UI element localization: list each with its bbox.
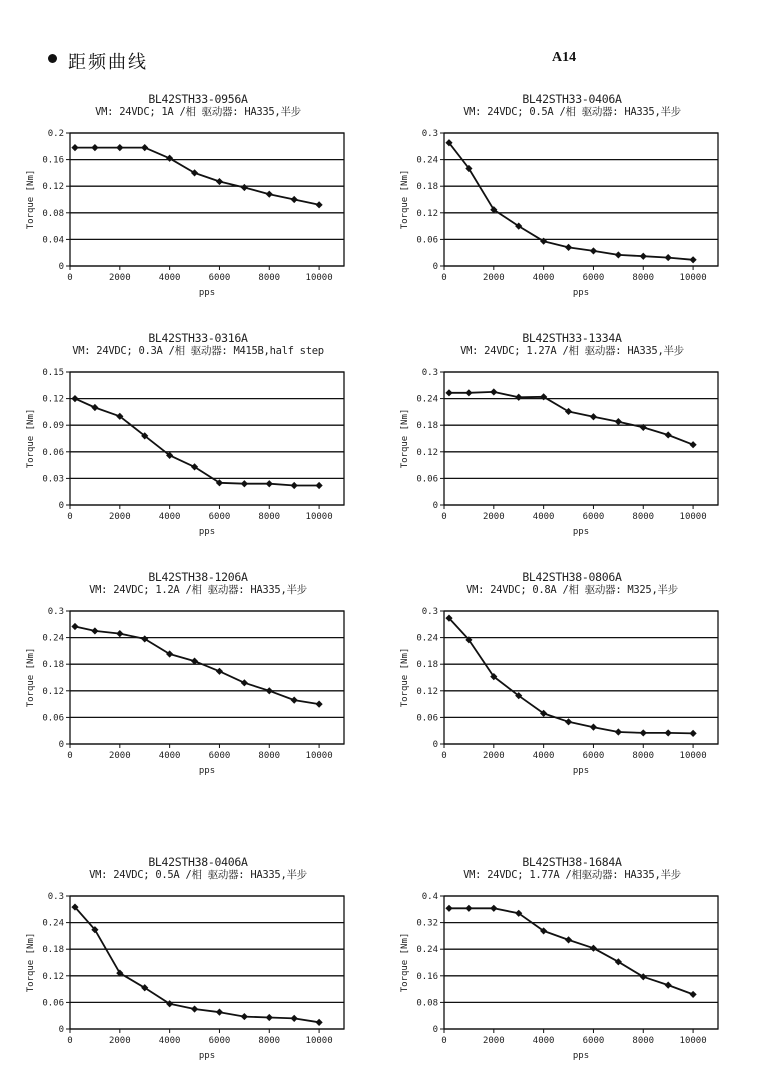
data-point-marker	[590, 413, 597, 420]
x-tick-label: 8000	[632, 273, 655, 284]
torque-chart	[24, 855, 372, 1062]
x-tick-label: 8000	[632, 751, 655, 762]
chart-title: BL42STH38-1206A	[148, 570, 248, 585]
y-tick-label: 0.3	[47, 892, 64, 903]
x-tick-label: 2000	[108, 1036, 131, 1047]
y-tick-label: 0.24	[416, 394, 438, 405]
x-tick-label: 6000	[208, 1036, 231, 1047]
y-tick-label: 0.24	[42, 918, 64, 929]
x-tick-label: 10000	[305, 512, 333, 523]
chart-subtitle: VM: 24VDC; 0.5A /相 驱动器: HA335,半步	[463, 106, 681, 119]
x-tick-label: 6000	[582, 751, 605, 762]
y-tick-label: 0.18	[416, 182, 438, 193]
page-number: A14	[552, 50, 577, 65]
x-tick-label: 2000	[108, 751, 131, 762]
y-tick-label: 0.12	[416, 208, 438, 219]
x-tick-label: 0	[441, 751, 447, 762]
data-point-marker	[216, 178, 223, 185]
y-tick-label: 0.15	[42, 368, 64, 379]
data-point-marker	[565, 244, 572, 251]
chart-title: BL42STH38-1684A	[522, 855, 622, 870]
data-point-marker	[191, 169, 198, 176]
data-point-marker	[241, 679, 248, 686]
x-tick-label: 8000	[258, 273, 281, 284]
data-point-marker	[91, 144, 98, 151]
y-tick-label: 0.18	[416, 660, 438, 671]
x-tick-label: 8000	[258, 751, 281, 762]
data-series-line	[449, 143, 693, 260]
y-tick-label: 0.04	[42, 235, 64, 246]
x-tick-label: 6000	[208, 751, 231, 762]
x-axis-label: pps	[198, 527, 216, 538]
torque-chart	[398, 331, 746, 538]
x-tick-label: 6000	[582, 273, 605, 284]
x-tick-label: 10000	[679, 273, 707, 284]
x-tick-label: 8000	[632, 512, 655, 523]
y-tick-label: 0.24	[416, 945, 438, 956]
chart-plot	[398, 601, 746, 777]
chart-plot	[24, 601, 372, 777]
data-point-marker	[590, 945, 597, 952]
x-tick-label: 4000	[532, 512, 555, 523]
data-point-marker	[315, 701, 322, 708]
chart-subtitle: VM: 24VDC; 0.5A /相 驱动器: HA335,半步	[89, 869, 307, 882]
x-tick-label: 10000	[679, 512, 707, 523]
chart-plot	[24, 362, 372, 538]
data-point-marker	[71, 623, 78, 630]
x-tick-label: 8000	[258, 1036, 281, 1047]
x-tick-label: 2000	[482, 273, 505, 284]
y-tick-label: 0.18	[42, 945, 64, 956]
y-tick-label: 0.24	[42, 633, 64, 644]
chart-canvas	[398, 886, 734, 1062]
x-tick-label: 10000	[679, 1036, 707, 1047]
chart-subtitle: VM: 24VDC; 1.2A /相 驱动器: HA335,半步	[89, 584, 307, 597]
data-point-marker	[91, 627, 98, 634]
x-tick-label: 6000	[582, 1036, 605, 1047]
data-point-marker	[640, 253, 647, 260]
x-tick-label: 6000	[582, 512, 605, 523]
torque-chart	[24, 331, 372, 538]
data-point-marker	[116, 630, 123, 637]
x-tick-label: 2000	[482, 1036, 505, 1047]
x-tick-label: 4000	[532, 751, 555, 762]
data-point-marker	[445, 905, 452, 912]
data-series-line	[449, 908, 693, 994]
y-axis-label: Torque [Nm]	[400, 647, 410, 708]
x-tick-label: 2000	[482, 751, 505, 762]
x-tick-label: 0	[441, 273, 447, 284]
data-point-marker	[565, 718, 572, 725]
y-tick-label: 0	[432, 262, 438, 273]
data-point-marker	[689, 991, 696, 998]
data-point-marker	[71, 144, 78, 151]
x-tick-label: 4000	[158, 512, 181, 523]
data-point-marker	[191, 1006, 198, 1013]
y-tick-label: 0.16	[416, 971, 438, 982]
x-tick-label: 10000	[305, 273, 333, 284]
y-tick-label: 0.4	[421, 892, 438, 903]
x-tick-label: 2000	[108, 512, 131, 523]
chart-canvas	[398, 601, 734, 777]
charts-grid	[24, 92, 746, 1062]
data-point-marker	[490, 388, 497, 395]
y-tick-label: 0	[58, 740, 64, 751]
x-axis-label: pps	[572, 1051, 590, 1062]
data-series-line	[75, 399, 319, 486]
data-series-line	[449, 392, 693, 445]
y-tick-label: 0.08	[416, 998, 438, 1009]
y-tick-label: 0.06	[416, 713, 438, 724]
y-axis-label: Torque [Nm]	[400, 169, 410, 230]
y-axis-label: Torque [Nm]	[26, 169, 36, 230]
torque-chart	[398, 570, 746, 777]
chart-canvas	[24, 362, 360, 538]
data-point-marker	[445, 389, 452, 396]
data-point-marker	[71, 395, 78, 402]
page-title	[46, 48, 148, 74]
y-tick-label: 0.08	[42, 208, 64, 219]
torque-chart	[24, 92, 372, 299]
x-tick-label: 0	[67, 751, 73, 762]
chart-plot	[398, 362, 746, 538]
x-axis-label: pps	[198, 1051, 216, 1062]
data-point-marker	[665, 254, 672, 261]
data-point-marker	[465, 389, 472, 396]
data-point-marker	[266, 191, 273, 198]
data-point-marker	[615, 418, 622, 425]
data-point-marker	[665, 982, 672, 989]
torque-chart	[398, 92, 746, 299]
chart-canvas	[24, 886, 360, 1062]
chart-subtitle: VM: 24VDC; 1A /相 驱动器: HA335,半步	[95, 106, 301, 119]
data-point-marker	[590, 724, 597, 731]
y-tick-label: 0.06	[42, 713, 64, 724]
x-tick-label: 4000	[158, 273, 181, 284]
data-point-marker	[291, 1015, 298, 1022]
y-tick-label: 0.06	[416, 474, 438, 485]
y-tick-label: 0.12	[42, 394, 64, 405]
chart-plot	[398, 886, 746, 1062]
data-point-marker	[640, 729, 647, 736]
y-tick-label: 0.3	[421, 607, 438, 618]
chart-canvas	[24, 123, 360, 299]
x-axis-label: pps	[572, 288, 590, 299]
chart-canvas	[398, 362, 734, 538]
y-tick-label: 0	[58, 262, 64, 273]
chart-title: BL42STH33-0316A	[148, 331, 248, 346]
x-axis-label: pps	[572, 527, 590, 538]
chart-title: BL42STH33-0956A	[148, 92, 248, 106]
y-tick-label: 0.12	[42, 686, 64, 697]
y-axis-label: Torque [Nm]	[26, 932, 36, 993]
y-tick-label: 0.06	[416, 235, 438, 246]
chart-canvas	[24, 601, 360, 777]
y-tick-label: 0.09	[42, 421, 64, 432]
chart-plot	[398, 123, 746, 299]
data-point-marker	[590, 247, 597, 254]
data-point-marker	[266, 480, 273, 487]
y-tick-label: 0.16	[42, 155, 64, 166]
x-tick-label: 8000	[632, 1036, 655, 1047]
chart-title: BL42STH33-0406A	[522, 92, 622, 106]
data-point-marker	[490, 905, 497, 912]
data-point-marker	[565, 936, 572, 943]
x-tick-label: 4000	[158, 1036, 181, 1047]
data-series-line	[75, 907, 319, 1022]
chart-title: BL42STH38-0406A	[148, 855, 248, 870]
x-tick-label: 0	[67, 512, 73, 523]
data-point-marker	[315, 1019, 322, 1026]
x-axis-label: pps	[198, 766, 216, 777]
y-tick-label: 0.06	[42, 447, 64, 458]
y-tick-label: 0.12	[416, 447, 438, 458]
y-tick-label: 0.18	[416, 421, 438, 432]
data-point-marker	[241, 1013, 248, 1020]
data-point-marker	[291, 697, 298, 704]
y-axis-label: Torque [Nm]	[400, 408, 410, 469]
chart-plot	[24, 123, 372, 299]
x-tick-label: 0	[441, 512, 447, 523]
x-tick-label: 4000	[532, 1036, 555, 1047]
chart-title: BL42STH38-0806A	[522, 570, 622, 585]
x-tick-label: 0	[441, 1036, 447, 1047]
x-tick-label: 0	[67, 273, 73, 284]
chart-subtitle: VM: 24VDC; 0.3A /相 驱动器: M415B,half step	[72, 345, 324, 358]
x-tick-label: 10000	[305, 751, 333, 762]
data-point-marker	[216, 1009, 223, 1016]
data-point-marker	[216, 668, 223, 675]
y-axis-label: Torque [Nm]	[26, 408, 36, 469]
chart-title: BL42STH33-1334A	[522, 331, 622, 346]
data-point-marker	[116, 144, 123, 151]
y-tick-label: 0	[432, 1025, 438, 1036]
y-tick-label: 0	[432, 501, 438, 512]
x-tick-label: 6000	[208, 512, 231, 523]
data-point-marker	[689, 256, 696, 263]
y-tick-label: 0.3	[47, 607, 64, 618]
x-axis-label: pps	[198, 288, 216, 299]
y-tick-label: 0.18	[42, 660, 64, 671]
data-point-marker	[615, 958, 622, 965]
y-tick-label: 0.3	[421, 368, 438, 379]
data-series-line	[75, 148, 319, 205]
data-point-marker	[91, 404, 98, 411]
data-point-marker	[266, 687, 273, 694]
x-tick-label: 2000	[482, 512, 505, 523]
data-series-line	[449, 618, 693, 733]
y-tick-label: 0.06	[42, 998, 64, 1009]
y-tick-label: 0.12	[42, 971, 64, 982]
data-point-marker	[241, 480, 248, 487]
data-point-marker	[315, 201, 322, 208]
torque-chart	[24, 570, 372, 777]
y-axis-label: Torque [Nm]	[400, 932, 410, 993]
chart-subtitle: VM: 24VDC; 1.77A /相驱动器: HA335,半步	[463, 869, 681, 882]
y-axis-label: Torque [Nm]	[26, 647, 36, 708]
x-axis-label: pps	[572, 766, 590, 777]
y-tick-label: 0.12	[42, 182, 64, 193]
data-point-marker	[665, 431, 672, 438]
x-tick-label: 10000	[679, 751, 707, 762]
chart-subtitle: VM: 24VDC; 0.8A /相 驱动器: M325,半步	[466, 584, 678, 597]
data-point-marker	[689, 730, 696, 737]
data-point-marker	[515, 394, 522, 401]
y-tick-label: 0	[58, 501, 64, 512]
torque-chart	[398, 855, 746, 1062]
y-tick-label: 0.12	[416, 686, 438, 697]
x-tick-label: 2000	[108, 273, 131, 284]
data-point-marker	[291, 196, 298, 203]
y-tick-label: 0.24	[416, 633, 438, 644]
x-tick-label: 6000	[208, 273, 231, 284]
data-point-marker	[665, 729, 672, 736]
data-point-marker	[141, 144, 148, 151]
y-tick-label: 0.24	[416, 155, 438, 166]
page-header	[0, 48, 770, 78]
x-tick-label: 4000	[532, 273, 555, 284]
y-tick-label: 0	[432, 740, 438, 751]
chart-plot	[24, 886, 372, 1062]
y-tick-label: 0	[58, 1025, 64, 1036]
chart-canvas	[398, 123, 734, 299]
data-point-marker	[241, 184, 248, 191]
data-point-marker	[689, 441, 696, 448]
page-title-text: 距频曲线	[68, 52, 148, 72]
data-point-marker	[266, 1014, 273, 1021]
data-point-marker	[565, 408, 572, 415]
data-point-marker	[291, 482, 298, 489]
data-point-marker	[615, 728, 622, 735]
y-tick-label: 0.32	[416, 918, 438, 929]
data-point-marker	[615, 251, 622, 258]
y-tick-label: 0.03	[42, 474, 64, 485]
x-tick-label: 4000	[158, 751, 181, 762]
x-tick-label: 10000	[305, 1036, 333, 1047]
y-tick-label: 0.3	[421, 129, 438, 140]
data-point-marker	[465, 905, 472, 912]
y-tick-label: 0.2	[47, 129, 64, 140]
x-tick-label: 8000	[258, 512, 281, 523]
chart-subtitle: VM: 24VDC; 1.27A /相 驱动器: HA335,半步	[460, 345, 684, 358]
x-tick-label: 0	[67, 1036, 73, 1047]
data-point-marker	[315, 482, 322, 489]
